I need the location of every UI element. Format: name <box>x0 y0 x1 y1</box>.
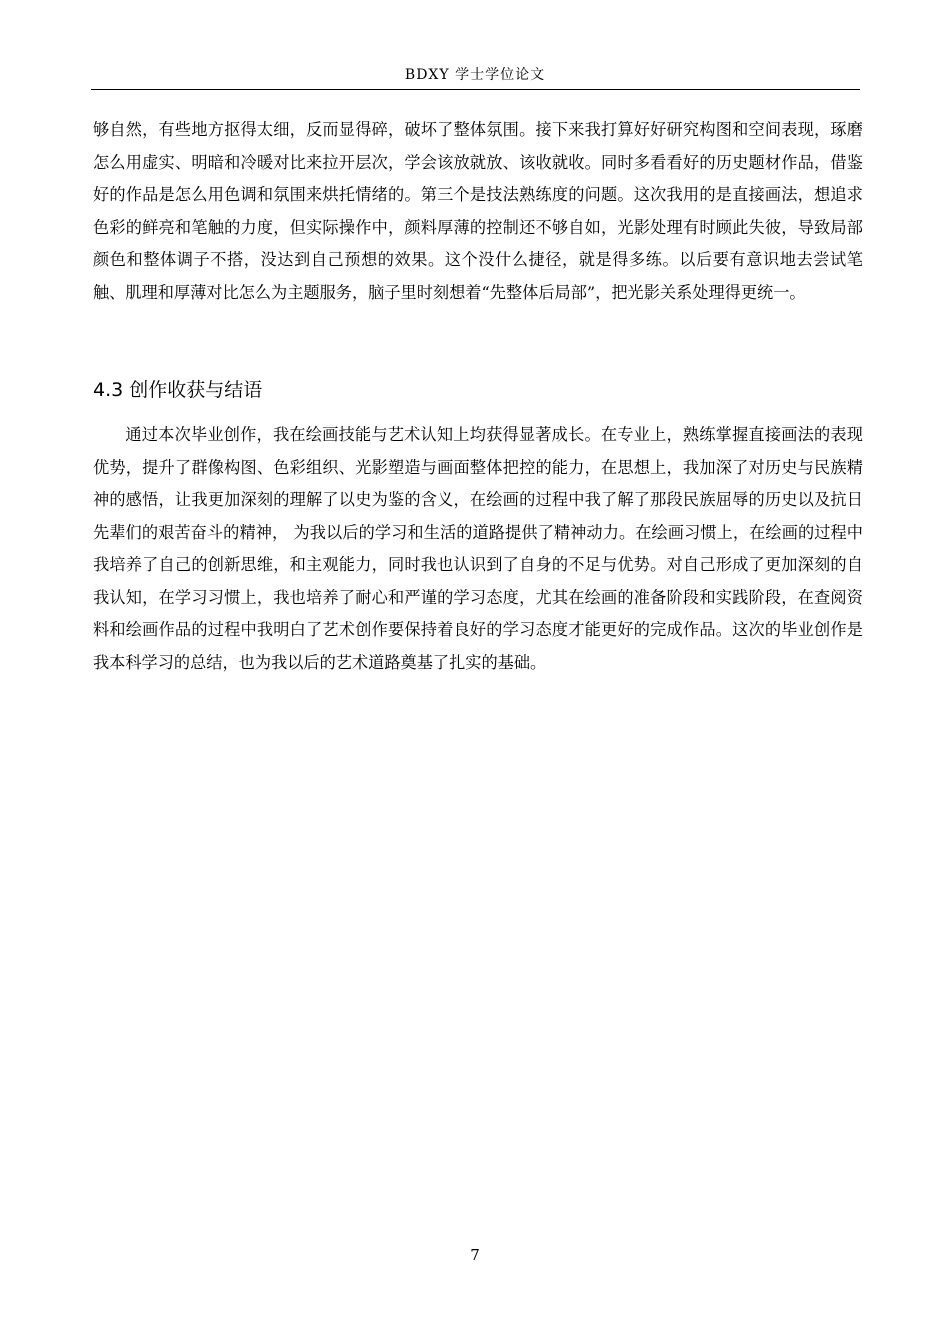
body-paragraph-continued: 够自然，有些地方抠得太细，反而显得碎，破坏了整体氛围。接下来我打算好好研究构图和空间表现，琢磨怎么用虚实、明暗和冷暖对比来拉开层次，学会该放就放、该收就收。同时多看看好的历史题材作品，借鉴好的作品是怎么用色调和氛围来烘托情绪的。第三个是技法熟练度的问题。这次我用的是直接画法，想追求色彩的鲜亮和笔触的力度，但实际操作中，颜料厚薄的控制还不够自如，光影处理有时顾此失彼，导致局部颜色和整体调子不搭，没达到自己预想的效果。这个没什么捷径，就是得多练。以后要有意识地去尝试笔触、肌理和厚薄对比怎么为主题服务，脑子里时刻想着“先整体后局部”，把光影关系处理得更统一。 <box>93 120 863 302</box>
section-paragraph: 通过本次毕业创作，我在绘画技能与艺术认知上均获得显著成长。在专业上，熟练掌握直接画法的表现优势，提升了群像构图、色彩组织、光影塑造与画面整体把控的能力，在思想上，我加深了对历史与民族精神的感悟，让我更加深刻的理解了以史为鉴的含义，在绘画的过程中我了解了那段民族屈辱的历史以及抗日先辈们的艰苦奋斗的精神， 为我以后的学习和生活的道路提供了精神动力。在绘画习惯上，在绘画的过程中我培养了自己的创新思维，和主观能力，同时我也认识到了自身的不足与优势。对自己形成了更加深刻的自我认知，在学习习惯上，我也培养了耐心和严谨的学习态度，尤其在绘画的准备阶段和实践阶段，在查阅资料和绘画作品的过程中我明白了艺术创作要保持着良好的学习态度才能更好的完成作品。这次的毕业创作是我本科学习的总结，也为我以后的艺术道路奠基了扎实的基础。 <box>93 425 863 672</box>
page-number: 7 <box>470 1246 480 1264</box>
header-divider <box>91 89 860 90</box>
running-header: BDXY 学士学位论文 <box>404 67 546 83</box>
section-heading: 4.3 创作收获与结语 <box>93 379 263 401</box>
